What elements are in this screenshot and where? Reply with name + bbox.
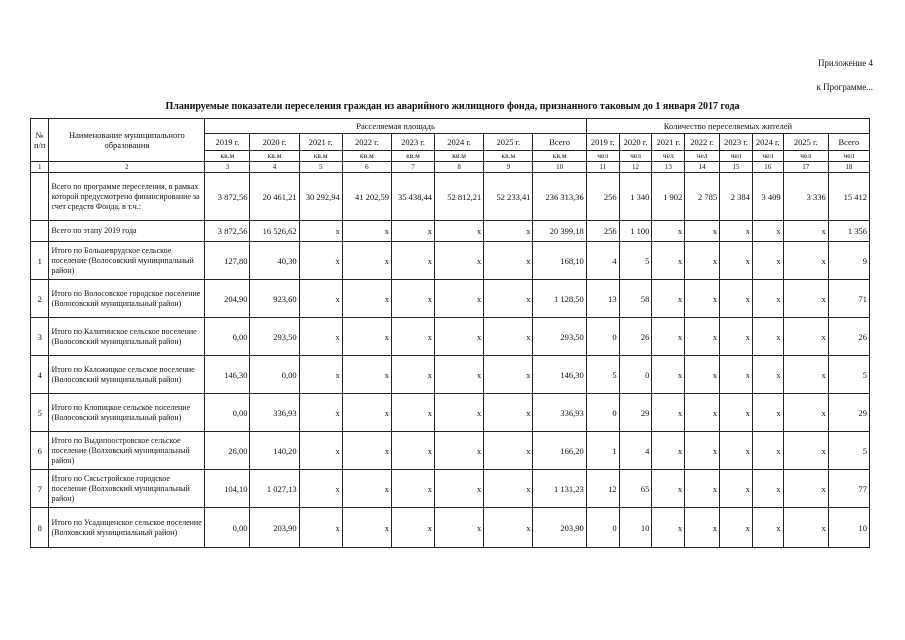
table-cell: x: [685, 221, 720, 242]
table-cell: 15 412: [828, 173, 869, 221]
table-cell: 10: [619, 508, 652, 548]
table-cell: x: [752, 508, 783, 548]
unit-people: чел: [685, 151, 720, 162]
table-cell: x: [484, 242, 533, 280]
table-cell: 336,93: [533, 394, 586, 432]
unit-people: чел: [783, 151, 828, 162]
table-cell: 20 399,18: [533, 221, 586, 242]
column-number: 6: [342, 162, 391, 173]
row-index: 2: [31, 280, 49, 318]
table-cell: x: [720, 356, 753, 394]
unit-area: кв.м: [205, 151, 250, 162]
table-row: [31, 356, 870, 394]
table-cell: x: [652, 221, 685, 242]
table-cell: 236 313,36: [533, 173, 586, 221]
table-cell: x: [342, 318, 391, 356]
total-header-people: Всего: [828, 134, 869, 151]
group-people-header: Количество переселяемых жителей: [586, 119, 869, 134]
table-cell: 127,80: [205, 242, 250, 280]
table-cell: x: [391, 470, 434, 508]
table-cell: 5: [828, 432, 869, 470]
year-header-people: 2020 г.: [619, 134, 652, 151]
table-cell: 26,00: [205, 432, 250, 470]
year-header-people: 2024 г.: [752, 134, 783, 151]
column-number: 8: [435, 162, 484, 173]
table-cell: 0,00: [205, 394, 250, 432]
column-number: 18: [828, 162, 869, 173]
table-row: [31, 318, 870, 356]
table-cell: x: [484, 280, 533, 318]
year-header-people: 2021 г.: [652, 134, 685, 151]
table-cell: x: [720, 394, 753, 432]
table-cell: 65: [619, 470, 652, 508]
table-cell: x: [484, 356, 533, 394]
table-row: [31, 242, 870, 280]
table-cell: x: [720, 508, 753, 548]
table-cell: 1: [586, 432, 619, 470]
unit-area: кв.м: [533, 151, 586, 162]
municipality-name: Итого по Калитинское сельское поселение (Волосовский муниципальный район): [49, 318, 205, 356]
unit-area: кв.м: [299, 151, 342, 162]
table-row: [31, 280, 870, 318]
table-row: [31, 221, 870, 242]
year-header-people: 2019 г.: [586, 134, 619, 151]
table-cell: x: [299, 394, 342, 432]
table-cell: 168,10: [533, 242, 586, 280]
column-number: 2: [49, 162, 205, 173]
table-cell: x: [299, 508, 342, 548]
table-cell: 923,60: [250, 280, 299, 318]
table-cell: x: [752, 242, 783, 280]
table-cell: 77: [828, 470, 869, 508]
municipality-name: Всего по этапу 2019 года: [49, 221, 205, 242]
table-cell: x: [783, 394, 828, 432]
table-row: [31, 432, 870, 470]
table-cell: 293,50: [250, 318, 299, 356]
year-header-people: 2023 г.: [720, 134, 753, 151]
column-number: 7: [391, 162, 434, 173]
table-cell: 5: [828, 356, 869, 394]
table-cell: 40,30: [250, 242, 299, 280]
table-row: [31, 394, 870, 432]
table-cell: x: [783, 242, 828, 280]
table-cell: x: [391, 432, 434, 470]
table-cell: x: [652, 242, 685, 280]
group-area-header: Расселяемая площадь: [205, 119, 586, 134]
table-cell: x: [752, 221, 783, 242]
table-cell: x: [783, 508, 828, 548]
year-header-area: 2022 г.: [342, 134, 391, 151]
column-number: 3: [205, 162, 250, 173]
table-cell: x: [720, 470, 753, 508]
table-cell: x: [652, 394, 685, 432]
table-cell: x: [685, 356, 720, 394]
table-cell: x: [484, 470, 533, 508]
col-num-header: № п/п: [31, 119, 49, 162]
table-cell: x: [484, 394, 533, 432]
table-cell: 3 872,56: [205, 173, 250, 221]
column-number: 15: [720, 162, 753, 173]
table-cell: x: [685, 318, 720, 356]
unit-area: кв.м: [342, 151, 391, 162]
resettlement-table: [30, 118, 870, 548]
table-cell: x: [685, 280, 720, 318]
table-cell: x: [342, 394, 391, 432]
table-cell: 0,00: [250, 356, 299, 394]
table-cell: x: [484, 221, 533, 242]
table-cell: x: [783, 318, 828, 356]
unit-people: чел: [752, 151, 783, 162]
table-cell: x: [342, 221, 391, 242]
table-cell: 5: [586, 356, 619, 394]
table-cell: x: [391, 318, 434, 356]
unit-area: кв.м: [250, 151, 299, 162]
table-cell: 3 336: [783, 173, 828, 221]
table-cell: x: [299, 242, 342, 280]
table-cell: 16 526,62: [250, 221, 299, 242]
table-cell: 293,50: [533, 318, 586, 356]
table-cell: 0: [619, 356, 652, 394]
column-number: 11: [586, 162, 619, 173]
table-cell: x: [720, 221, 753, 242]
table-cell: 146,30: [533, 356, 586, 394]
table-cell: 5: [619, 242, 652, 280]
table-cell: x: [720, 432, 753, 470]
table-cell: x: [299, 318, 342, 356]
table-cell: x: [720, 242, 753, 280]
table-cell: x: [342, 470, 391, 508]
table-cell: x: [391, 356, 434, 394]
table-cell: x: [752, 394, 783, 432]
table-cell: 10: [828, 508, 869, 548]
table-cell: x: [652, 470, 685, 508]
table-cell: 58: [619, 280, 652, 318]
table-cell: 41 202,59: [342, 173, 391, 221]
table-cell: x: [783, 356, 828, 394]
table-cell: x: [435, 356, 484, 394]
column-number: 12: [619, 162, 652, 173]
col-name-header: Наименование муниципального образования: [49, 119, 205, 162]
year-header-people: 2025 г.: [783, 134, 828, 151]
unit-people: чел: [619, 151, 652, 162]
table-cell: 1 131,23: [533, 470, 586, 508]
table-cell: x: [342, 280, 391, 318]
table-cell: x: [435, 394, 484, 432]
unit-people: чел: [828, 151, 869, 162]
table-cell: x: [299, 280, 342, 318]
table-cell: 4: [586, 242, 619, 280]
table-cell: x: [484, 432, 533, 470]
table-cell: x: [435, 318, 484, 356]
table-cell: 0,00: [205, 318, 250, 356]
table-cell: x: [342, 242, 391, 280]
table-cell: x: [752, 318, 783, 356]
table-cell: x: [752, 432, 783, 470]
table-cell: x: [435, 508, 484, 548]
program-reference: к Программе...: [816, 82, 873, 92]
table-cell: x: [299, 356, 342, 394]
column-number: 9: [484, 162, 533, 173]
table-cell: x: [652, 356, 685, 394]
table-cell: 256: [586, 173, 619, 221]
table-cell: 1 340: [619, 173, 652, 221]
table-cell: x: [342, 508, 391, 548]
table-cell: x: [685, 508, 720, 548]
table-cell: 26: [619, 318, 652, 356]
table-cell: x: [652, 508, 685, 548]
table-cell: 203,90: [533, 508, 586, 548]
year-header-area: 2021 г.: [299, 134, 342, 151]
table-cell: 4: [619, 432, 652, 470]
table-cell: 12: [586, 470, 619, 508]
table-cell: x: [752, 356, 783, 394]
municipality-name: Всего по программе переселения, в рамках которой предусмотрено финансирование за счет средств Фонда, в т.ч.:: [49, 173, 205, 221]
municipality-name: Итого по Сясьстройское городское поселение (Волховский муниципальный район): [49, 470, 205, 508]
year-header-people: 2022 г.: [685, 134, 720, 151]
table-cell: 30 292,94: [299, 173, 342, 221]
table-cell: x: [652, 432, 685, 470]
table-cell: 29: [619, 394, 652, 432]
unit-area: кв.м: [484, 151, 533, 162]
table-cell: x: [484, 318, 533, 356]
table-cell: x: [435, 221, 484, 242]
table-cell: x: [435, 280, 484, 318]
table-cell: x: [299, 432, 342, 470]
column-number: 1: [31, 162, 49, 173]
table-cell: x: [391, 394, 434, 432]
table-cell: 52 233,41: [484, 173, 533, 221]
table-cell: 2 384: [720, 173, 753, 221]
table-cell: x: [299, 470, 342, 508]
table-cell: 256: [586, 221, 619, 242]
table-cell: x: [783, 432, 828, 470]
unit-people: чел: [586, 151, 619, 162]
row-index: 1: [31, 242, 49, 280]
table-cell: 35 438,44: [391, 173, 434, 221]
table-cell: x: [299, 221, 342, 242]
table-cell: 26: [828, 318, 869, 356]
row-index: 3: [31, 318, 49, 356]
table-cell: 146,30: [205, 356, 250, 394]
table-cell: 29: [828, 394, 869, 432]
column-number: 14: [685, 162, 720, 173]
table-cell: x: [783, 280, 828, 318]
table-cell: 104,10: [205, 470, 250, 508]
row-index: 6: [31, 432, 49, 470]
table-cell: 0,00: [205, 508, 250, 548]
table-cell: x: [435, 242, 484, 280]
table-cell: 0: [586, 508, 619, 548]
table-cell: 204,90: [205, 280, 250, 318]
table-row: [31, 173, 870, 221]
municipality-name: Итого по Клопицкое сельское поселение (Волосовский муниципальный район): [49, 394, 205, 432]
municipality-name: Итого по Выдипоостровское сельское поселение (Волховский муниципальный район): [49, 432, 205, 470]
table-cell: x: [752, 470, 783, 508]
table-cell: 13: [586, 280, 619, 318]
table-cell: x: [391, 280, 434, 318]
table-cell: 71: [828, 280, 869, 318]
table-cell: 3 409: [752, 173, 783, 221]
year-header-area: 2020 г.: [250, 134, 299, 151]
table-cell: 1 356: [828, 221, 869, 242]
municipality-name: Итого по Усадищенское сельское поселение (Волховский муниципальный район): [49, 508, 205, 548]
row-index: 5: [31, 394, 49, 432]
table-cell: x: [685, 432, 720, 470]
table-cell: x: [391, 242, 434, 280]
column-number: 5: [299, 162, 342, 173]
table-cell: x: [783, 221, 828, 242]
column-number: 13: [652, 162, 685, 173]
unit-area: кв.м: [435, 151, 484, 162]
column-number: 4: [250, 162, 299, 173]
table-cell: 0: [586, 394, 619, 432]
year-header-area: 2019 г.: [205, 134, 250, 151]
column-number: 17: [783, 162, 828, 173]
table-cell: 1 027,13: [250, 470, 299, 508]
table-cell: 140,20: [250, 432, 299, 470]
table-cell: x: [685, 394, 720, 432]
table-cell: x: [435, 432, 484, 470]
table-cell: 2 785: [685, 173, 720, 221]
table-cell: 336,93: [250, 394, 299, 432]
table-cell: x: [652, 318, 685, 356]
table-cell: x: [652, 280, 685, 318]
appendix-label: Приложение 4: [817, 58, 873, 68]
unit-people: чел: [720, 151, 753, 162]
table-cell: 52 812,21: [435, 173, 484, 221]
table-cell: x: [484, 508, 533, 548]
unit-people: чел: [652, 151, 685, 162]
table-cell: x: [342, 432, 391, 470]
table-cell: x: [783, 470, 828, 508]
row-index: [31, 221, 49, 242]
total-header-area: Всего: [533, 134, 586, 151]
row-index: 4: [31, 356, 49, 394]
row-index: 7: [31, 470, 49, 508]
table-cell: x: [435, 470, 484, 508]
table-cell: x: [342, 356, 391, 394]
document-title: Планируемые показатели переселения граждан из аварийного жилищного фонда, признанного таковым до 1 января 2017 года: [165, 101, 740, 112]
table-cell: 20 461,21: [250, 173, 299, 221]
table-cell: 1 100: [619, 221, 652, 242]
year-header-area: 2024 г.: [435, 134, 484, 151]
table-cell: 9: [828, 242, 869, 280]
table-cell: x: [391, 508, 434, 548]
table-cell: 0: [586, 318, 619, 356]
table-cell: x: [685, 470, 720, 508]
column-number: 16: [752, 162, 783, 173]
row-index: [31, 173, 49, 221]
table-cell: x: [752, 280, 783, 318]
year-header-area: 2023 г.: [391, 134, 434, 151]
table-cell: 3 872,56: [205, 221, 250, 242]
table-cell: 1 902: [652, 173, 685, 221]
municipality-name: Итого по Большеврудское сельское поселение (Волосовский муниципальный район): [49, 242, 205, 280]
municipality-name: Итого по Волосовское городское поселение (Волосовский муниципальный район): [49, 280, 205, 318]
table-cell: x: [685, 242, 720, 280]
column-number: 10: [533, 162, 586, 173]
municipality-name: Итого по Каложицкое сельское поселение (Волосовский муниципальный район): [49, 356, 205, 394]
table-row: [31, 508, 870, 548]
table-cell: 1 128,50: [533, 280, 586, 318]
table-cell: x: [720, 318, 753, 356]
table-cell: 203,90: [250, 508, 299, 548]
row-index: 8: [31, 508, 49, 548]
unit-area: кв.м: [391, 151, 434, 162]
table-cell: x: [720, 280, 753, 318]
table-row: [31, 470, 870, 508]
table-cell: 166,20: [533, 432, 586, 470]
table-cell: x: [391, 221, 434, 242]
year-header-area: 2025 г.: [484, 134, 533, 151]
